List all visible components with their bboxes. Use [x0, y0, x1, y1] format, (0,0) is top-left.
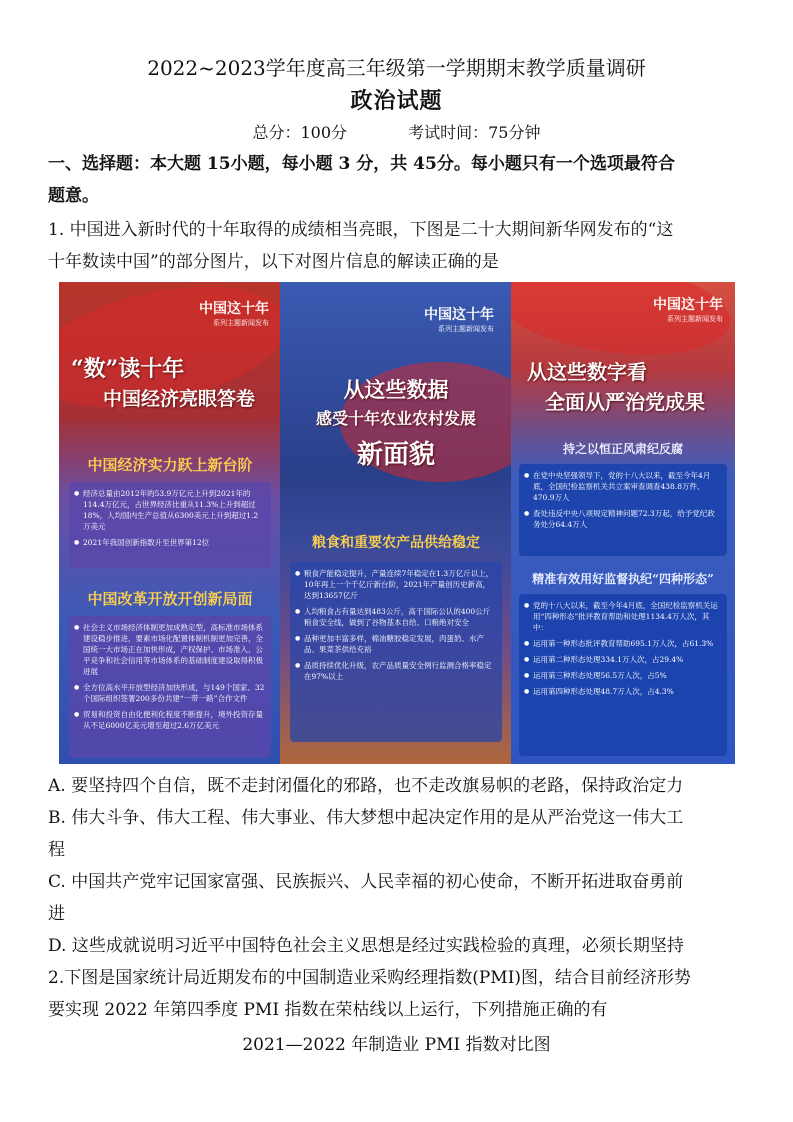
list-item: ● 运用第三种形态处理56.5万人次，占5%: [533, 670, 721, 681]
poster2-headline1: 从这些数据: [343, 377, 449, 402]
poster2-headline3: 新面貌: [356, 440, 435, 470]
brand-name: 中国这十年: [199, 301, 269, 317]
poster-party-governance: [511, 282, 735, 764]
list-item: ● 运用第四种形态处理48.7万人次，占4.3%: [533, 686, 721, 697]
list-item: ● 贸易和投资自由化便利化程度不断提升，境外投资存量从不足6000亿美元增至超过2.6万亿美元: [83, 709, 265, 731]
poster1-headline2: 中国经济亮眼答卷: [103, 388, 256, 410]
list-item: ● 全方位高水平开放型经济加快形成，与149个国家、32个国际组织签署200多份共建“一带一路”合作文件: [83, 682, 265, 704]
brand-logo: [653, 294, 723, 324]
exam-meta: [0, 120, 793, 143]
list-item: ● 品种更加丰富多样，棉油糖胶稳定发展，肉蛋奶、水产品、果菜茶供给充裕: [304, 633, 496, 655]
q1-stem-line1: 1. 中国进入新时代的十年取得的成绩相当亮眼，下图是二十大期间新华网发布的“这: [48, 220, 674, 240]
list-item: ● 经济总量由2012年的53.9万亿元上升到2021年的114.4万亿元，占世界经济比重从11.3%上升到超过18%，人均国内生产总值从6300美元上升到超过1.2万美元: [83, 488, 265, 532]
brand-subtitle: 系列主题新闻发布: [213, 319, 269, 327]
brand-logo: [199, 298, 269, 328]
poster3-banner1: 持之以恒正风肃纪反腐: [562, 442, 683, 456]
q1-stem-line2: 十年数读中国”的部分图片，以下对图片信息的解读正确的是: [48, 252, 499, 272]
q1-option-c-cont: 进: [48, 904, 65, 924]
list-item: ● 社会主义市场经济体制更加成熟定型，高标准市场体系建设稳步推进，要素市场化配置体制机制更加完善，全国统一大市场正在加快形成，产权保护、市场准入、公平竞争和社会信用等市场体系的基础制度建设取得积极进展: [83, 622, 265, 677]
list-item: ● 2021年我国创新指数升至世界第12位: [83, 537, 265, 548]
list-item: ● 在党中央坚强领导下，党的十八大以来，截至今年4月底，全国纪检监察机关共立案审查调查438.8万件、470.9万人: [533, 470, 721, 503]
poster3-headline2: 全面从严治党成果: [545, 390, 705, 414]
section-heading: 一、选择题：本大题 15小题，每小题 3 分，共 45分。每小题只有一个选项最符合: [48, 154, 675, 174]
list-item: ● 人均粮食占有量达到483公斤，高于国际公认的400公斤粮食安全线，做到了谷物基本自给、口粮绝对安全: [304, 606, 496, 628]
list-item: ● 查处违反中央八项规定精神问题72.3万起，给予党纪政务处分64.4万人: [533, 508, 721, 530]
q1-option-d: D. 这些成就说明习近平中国特色社会主义思想是经过实践检验的真理，必须长期坚持: [48, 936, 684, 956]
poster1-headline1: “数”读十年: [71, 356, 185, 382]
poster3-box1: [519, 464, 727, 556]
poster1-banner1: 中国经济实力跃上新台阶: [87, 456, 253, 474]
subject-title: 政治试题: [350, 88, 443, 114]
list-item: ● 运用第一种形态批评教育帮助695.1万人次，占61.3%: [533, 638, 721, 649]
poster3-box2: [519, 594, 727, 756]
poster-collage: [59, 282, 735, 764]
list-item: ● 粮食产能稳定提升，产量连续7年稳定在1.3万亿斤以上，10年再上一个千亿斤新台阶，2021年产量创历史新高，达到13657亿斤: [304, 568, 496, 601]
brand-logo: [424, 304, 494, 334]
list-item: ● 运用第二种形态处理334.1万人次，占29.4%: [533, 654, 721, 665]
exam-time: 考试时间：75分钟: [408, 123, 541, 142]
q1-option-a: A. 要坚持四个自信，既不走封闭僵化的邪路，也不走改旗易帜的老路，保持政治定力: [48, 776, 684, 796]
q1-option-b: B. 伟大斗争、伟大工程、伟大事业、伟大梦想中起决定作用的是从严治党这一伟大工: [48, 808, 684, 828]
q2-stem-line1: 2.下图是国家统计局近期发布的中国制造业采购经理指数(PMI)图，结合目前经济形势: [48, 968, 692, 988]
poster-economy: [59, 282, 281, 764]
poster3-headline1: 从这些数字看: [527, 360, 647, 384]
poster3-banner2: 精准有效用好监督执纪“四种形态”: [532, 572, 714, 586]
list-item: ● 党的十八大以来，截至今年4月底，全国纪检监察机关运用“四种形态”批评教育帮助和处理1134.4万人次，其中：: [533, 600, 721, 633]
brand-name: 中国这十年: [653, 297, 723, 313]
poster-agriculture: [280, 282, 512, 764]
q2-stem-line2: 要实现 2022 年第四季度 PMI 指数在荣枯线以上运行，下列措施正确的有: [48, 1000, 608, 1020]
poster1-box2: [69, 616, 271, 758]
poster1-banner2: 中国改革开放开创新局面: [87, 590, 253, 608]
total-score: 总分：100分: [252, 123, 348, 142]
section-heading-cont: 题意。: [48, 186, 99, 206]
brand-name: 中国这十年: [424, 307, 494, 323]
q1-option-c: C. 中国共产党牢记国家富强、民族振兴、人民幸福的初心使命，不断开拓进取奋勇前: [48, 872, 684, 892]
q1-option-b-cont: 程: [48, 840, 65, 860]
poster2-banner: 粮食和重要农产品供给稳定: [312, 535, 480, 551]
list-item: ● 品质持续优化升级，农产品质量安全例行监测合格率稳定在97%以上: [304, 660, 496, 682]
poster2-headline2: 感受十年农业农村发展: [315, 409, 476, 428]
brand-subtitle: 系列主题新闻发布: [667, 315, 723, 323]
brand-subtitle: 系列主题新闻发布: [438, 325, 494, 333]
poster2-box: [290, 562, 502, 742]
q2-figure-title: 2021—2022 年制造业 PMI 指数对比图: [242, 1035, 551, 1055]
exam-title: 2022~2023学年度高三年级第一学期期末教学质量调研: [147, 56, 646, 80]
poster1-box1: [69, 482, 271, 568]
